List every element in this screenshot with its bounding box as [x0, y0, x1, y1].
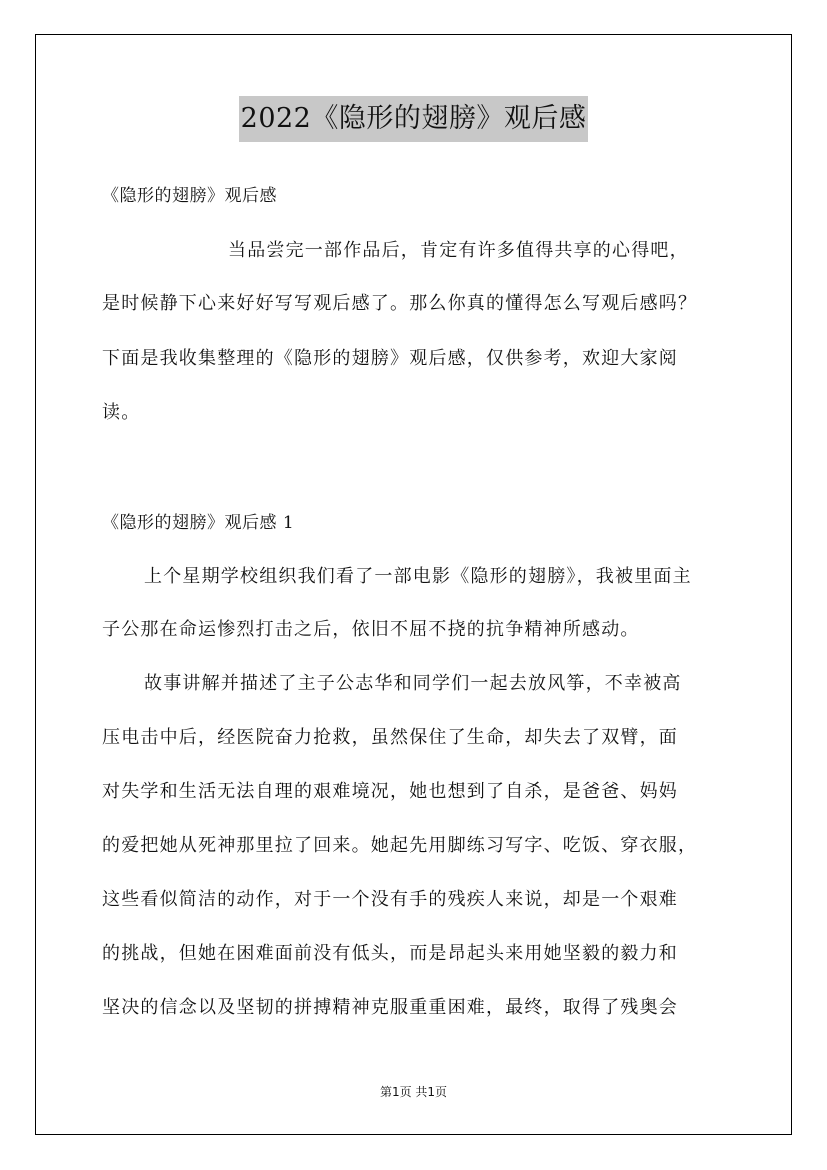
paragraph-line: 的挑战，但她在困难面前没有低头，而是昂起头来用她坚毅的毅力和 — [102, 943, 678, 964]
paragraph-line: 坚决的信念以及坚韧的拼搏精神克服重重困难，最终，取得了残奥会 — [102, 997, 678, 1018]
section-heading-intro: 《隐形的翅膀》观后感 — [102, 186, 277, 206]
paragraph-line: 压电击中后，经医院奋力抢救，虽然保住了生命，却失去了双臂，面 — [102, 727, 678, 748]
paragraph-line: 下面是我收集整理的《隐形的翅膀》观后感，仅供参考，欢迎大家阅 — [102, 348, 678, 369]
paragraph-line: 子公那在命运惨烈打击之后，依旧不屈不挠的抗争精神所感动。 — [102, 619, 640, 640]
paragraph-line: 是时候静下心来好好写写观后感了。那么你真的懂得怎么写观后感吗？ — [102, 293, 698, 314]
paragraph-line: 故事讲解并描述了主子公志华和同学们一起去放风筝，不幸被高 — [144, 673, 682, 694]
document-title-wrapper — [0, 96, 827, 142]
paragraph-line: 上个星期学校组织我们看了一部电影《隐形的翅膀》，我被里面主 — [144, 566, 692, 587]
paragraph-line: 读。 — [102, 402, 141, 423]
document-title: 2022《隐形的翅膀》观后感 — [239, 96, 589, 142]
page-footer: 第1页 共1页 — [379, 1085, 448, 1099]
paragraph-line: 这些看似简洁的动作，对于一个没有手的残疾人来说，却是一个艰难 — [102, 889, 678, 910]
paragraph-line: 的爱把她从死神那里拉了回来。她起先用脚练习写字、吃饭、穿衣服， — [102, 835, 698, 856]
section-heading-1: 《隐形的翅膀》观后感 1 — [102, 513, 295, 533]
paragraph-line: 对失学和生活无法自理的艰难境况，她也想到了自杀，是爸爸、妈妈 — [102, 781, 678, 802]
paragraph-line: 当品尝完一部作品后，肯定有许多值得共享的心得吧， — [228, 240, 689, 261]
